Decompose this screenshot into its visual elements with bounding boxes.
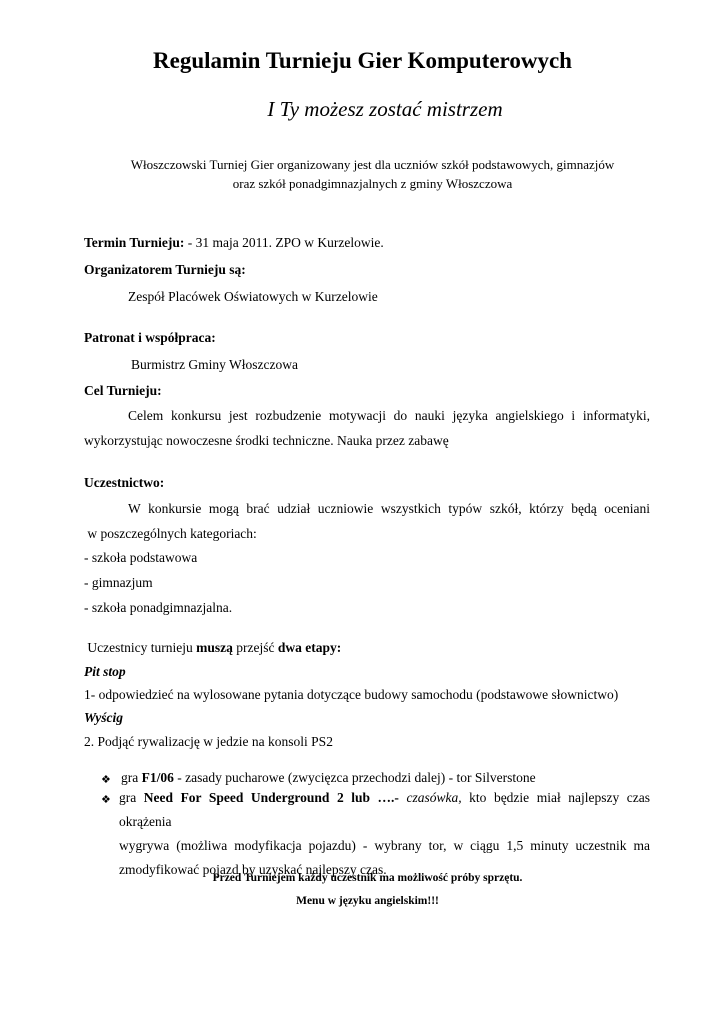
game-item-1 xyxy=(121,770,536,786)
cel-label: Cel Turnieju: xyxy=(84,383,162,398)
game-2-line-3: zmodyfikować pojazd by uzyskać najlepszy czas. xyxy=(119,862,387,877)
cel-paragraph xyxy=(84,403,650,453)
uczestnictwo-line-2: w poszczególnych kategoriach: xyxy=(84,526,257,541)
diamond-bullet-icon: ❖ xyxy=(101,774,111,786)
category-item: - szkoła podstawowa xyxy=(84,550,198,565)
patronat-label: Patronat i współpraca: xyxy=(84,330,216,345)
category-item: - gimnazjum xyxy=(84,575,153,590)
cel-line-2: wykorzystując nowoczesne środki techniczne. Nauka przez zabawę xyxy=(84,433,449,448)
intro-line-2: oraz szkół ponadgimnazjalnych z gminy Włoszczowa xyxy=(232,176,513,191)
game-1-pre: gra xyxy=(121,770,142,785)
pitstop-text: 1- odpowiedzieć na wylosowane pytania dotyczące budowy samochodu (podstawowe słownictwo) xyxy=(84,687,619,702)
etapy-line xyxy=(84,640,341,656)
termin-line xyxy=(84,235,384,251)
etapy-mid: przejść xyxy=(232,640,278,655)
game-2-rest: kto będzie miał najlepszy czas okrążenia xyxy=(119,790,654,829)
game-2-name: Need For Speed Underground 2 lub ….- xyxy=(143,790,399,805)
termin-label: Termin Turnieju: xyxy=(84,235,185,250)
game-2-mode: czasówka, xyxy=(398,790,462,805)
uczestnictwo-label: Uczestnictwo: xyxy=(84,475,165,490)
uczestnictwo-line-1: W konkursie mogą brać udział uczniowie wszystkich typów szkół, którzy będą oceniani xyxy=(128,501,650,516)
note-menu-language: Menu w języku angielskim!!! xyxy=(296,895,439,907)
intro-paragraph xyxy=(90,155,655,193)
uczestnictwo-paragraph xyxy=(84,496,650,546)
diamond-bullet-icon: ❖ xyxy=(101,794,111,806)
game-1-rest: - zasady pucharowe (zwycięzca przechodzi dalej) - tor Silverstone xyxy=(173,770,536,785)
cel-line-1: Celem konkursu jest rozbudzenie motywacji do nauki języka angielskiego i informatyki, xyxy=(128,408,650,423)
note-equipment: Przed Turniejem każdy uczestnik ma możliwość próby sprzętu. xyxy=(212,872,523,884)
etapy-pre: Uczestnicy turnieju xyxy=(84,640,197,655)
etapy-must: muszą xyxy=(196,640,233,655)
game-2-line-2: wygrywa (możliwa modyfikacja pojazdu) - wybrany tor, w ciągu 1,5 minuty uczestnik ma xyxy=(119,838,650,853)
document-title: Regulamin Turnieju Gier Komputerowych xyxy=(153,48,572,73)
patronat-value: Burmistrz Gminy Włoszczowa xyxy=(131,357,298,372)
category-item: - szkoła ponadgimnazjalna. xyxy=(84,600,233,615)
game-item-2 xyxy=(119,786,654,882)
intro-line-1: Włoszczowski Turniej Gier organizowany jest dla uczniów szkół podstawowych, gimnazjów xyxy=(130,157,615,172)
wyscig-text: 2. Podjąć rywalizację w jedzie na konsoli PS2 xyxy=(84,734,333,749)
game-2-pre: gra xyxy=(119,790,144,805)
pitstop-label: Pit stop xyxy=(84,664,126,679)
termin-value: - 31 maja 2011. ZPO w Kurzelowie. xyxy=(184,235,384,250)
game-2-line-1 xyxy=(119,786,654,834)
organizator-label: Organizatorem Turnieju są: xyxy=(84,262,246,277)
game-1-name: F1/06 xyxy=(141,770,174,785)
document-subtitle: I Ty możesz zostać mistrzem xyxy=(267,97,503,121)
wyscig-label: Wyścig xyxy=(84,710,123,725)
organizator-value: Zespół Placówek Oświatowych w Kurzelowie xyxy=(128,289,378,304)
etapy-two: dwa etapy: xyxy=(277,640,342,655)
